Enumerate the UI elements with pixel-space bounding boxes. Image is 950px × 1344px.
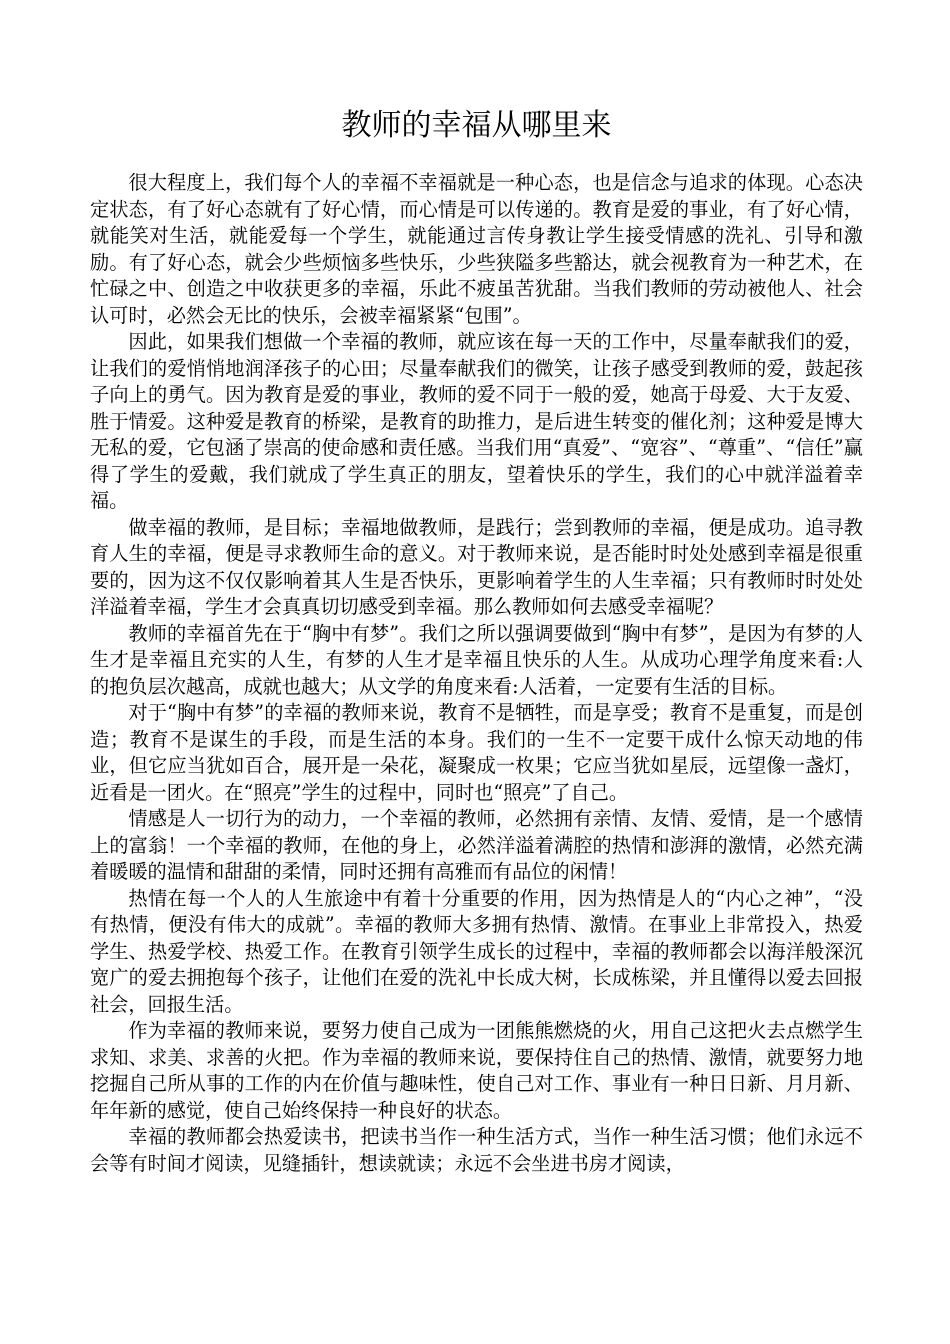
paragraph: 作为幸福的教师来说，要努力使自己成为一团熊熊燃烧的火，用自己这把火去点燃学生求知、求美、求善的火把。作为幸福的教师来说，要保持住自己的热情、激情，就要努力地挖掘自己所从事的工作的内在价值与趣味性，使自己对工作、事业有一种日日新、月月新、年年新的感觉，使自己始终保持一种良好的状态。	[90, 1019, 863, 1122]
document-body	[90, 170, 863, 1177]
paragraph: 做幸福的教师，是目标；幸福地做教师，是践行；尝到教师的幸福，便是成功。追寻教育人生的幸福，便是寻求教师生命的意义。对于教师来说，是否能时时处处感到幸福是很重要的，因为这不仅仅影响着其人生是否快乐，更影响着学生的人生幸福；只有教师时时处处洋溢着幸福，学生才会真真切切感受到幸福。那么教师如何去感受幸福呢？	[90, 515, 863, 618]
paragraph: 情感是人一切行为的动力，一个幸福的教师，必然拥有亲情、友情、爱情，是一个感情上的富翁！一个幸福的教师，在他的身上，必然洋溢着满腔的热情和澎湃的激情，必然充满着暖暖的温情和甜甜的柔情，同时还拥有高雅而有品位的闲情！	[90, 807, 863, 883]
paragraph: 很大程度上，我们每个人的幸福不幸福就是一种心态，也是信念与追求的体现。心态决定状态，有了好心态就有了好心情，而心情是可以传递的。教育是爱的事业，有了好心情，就能笑对生活，就能爱每一个学生，就能通过言传身教让学生接受情感的洗礼、引导和激励。有了好心态，就会少些烦恼多些快乐，少些狭隘多些豁达，就会视教育为一种艺术，在忙碌之中、创造之中收获更多的幸福，乐此不疲虽苦犹甜。当我们教师的劳动被他人、社会认可时，必然会无比的快乐，会被幸福紧紧“包围”。	[90, 171, 863, 327]
paragraph: 教师的幸福首先在于“胸中有梦”。我们之所以强调要做到“胸中有梦”，是因为有梦的人生才是幸福且充实的人生，有梦的人生才是幸福且快乐的人生。从成功心理学角度来看:人的抱负层次越高，成就也越大；从文学的角度来看:人活着，一定要有生活的目标。	[90, 621, 863, 698]
document-title: 教师的幸福从哪里来	[341, 108, 612, 143]
paragraph: 因此，如果我们想做一个幸福的教师，就应该在每一天的工作中，尽量奉献我们的爱，让我们的爱悄悄地润泽孩子的心田；尽量奉献我们的微笑，让孩子感受到教师的爱，鼓起孩子向上的勇气。因为教育是爱的事业，教师的爱不同于一般的爱，她高于母爱、大于友爱、胜于情爱。这种爱是教育的桥梁，是教育的助推力，是后进生转变的催化剂；这种爱是博大无私的爱，它包涵了崇高的使命感和责任感。当我们用“真爱”、“宽容”、“尊重”、“信任”赢得了学生的爱戴，我们就成了学生真正的朋友，望着快乐的学生，我们的心中就洋溢着幸福。	[90, 330, 863, 512]
document-page	[90, 0, 863, 1344]
paragraph: 幸福的教师都会热爱读书，把读书当作一种生活方式，当作一种生活习惯；他们永远不会等有时间才阅读，见缝插针，想读就读；永远不会坐进书房才阅读，	[90, 1125, 863, 1175]
paragraph: 对于“胸中有梦”的幸福的教师来说，教育不是牺牲，而是享受；教育不是重复，而是创造；教育不是谋生的手段，而是生活的本身。我们的一生不一定要干成什么惊天动地的伟业，但它应当犹如百合，展开是一朵花，凝聚成一枚果；它应当犹如星辰，远望像一盏灯，近看是一团火。在“照亮”学生的过程中，同时也“照亮”了自己。	[90, 701, 863, 804]
paragraph: 热情在每一个人的人生旅途中有着十分重要的作用，因为热情是人的“内心之神”，“没有热情，便没有伟大的成就”。幸福的教师大多拥有热情、激情。在事业上非常投入，热爱学生、热爱学校、热爱工作。在教育引领学生成长的过程中，幸福的教师都会以海洋般深沉宽广的爱去拥抱每个孩子，让他们在爱的洗礼中长成大树，长成栋梁，并且懂得以爱去回报社会，回报生活。	[90, 886, 863, 1016]
